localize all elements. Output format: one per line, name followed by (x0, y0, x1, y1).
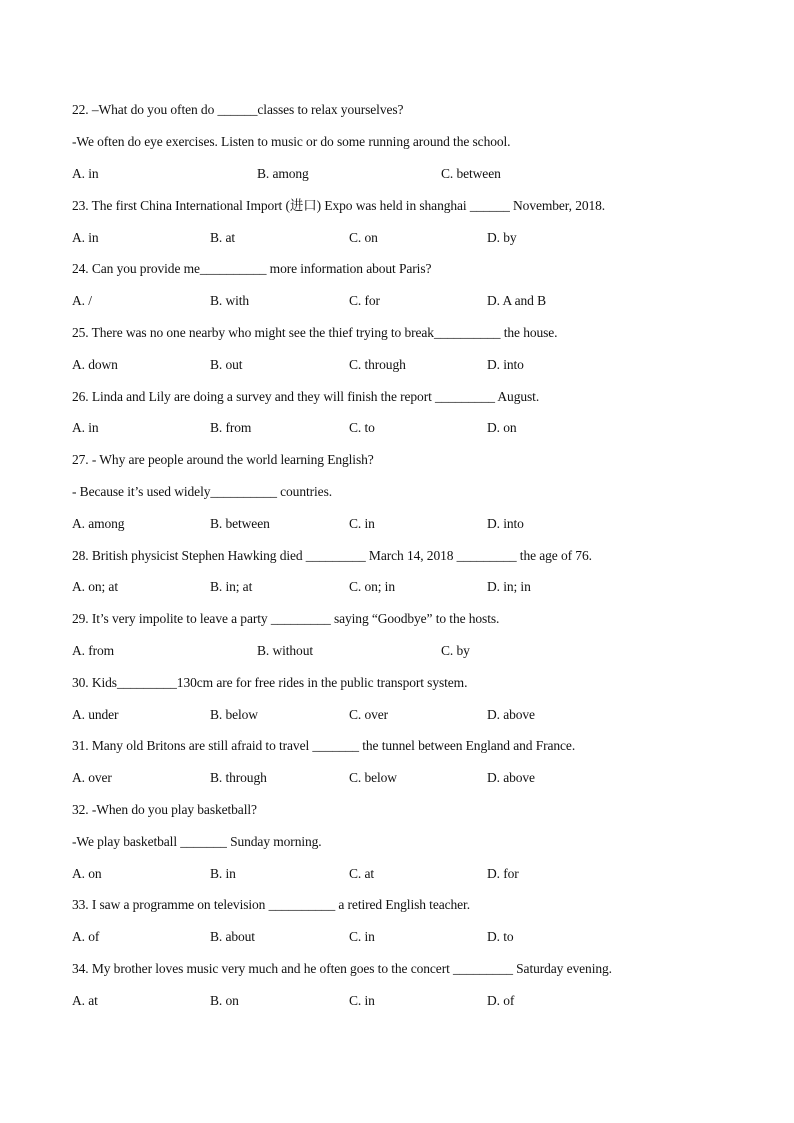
q31-option-b: B. through (210, 770, 267, 785)
q24-option-d: D. A and B (487, 293, 547, 308)
q32-stem: 32. -When do you play basketball? (72, 802, 257, 817)
q29-stem: 29. It’s very impolite to leave a party _________ saying “Goodbye” to the hosts. (72, 611, 500, 626)
q33-option-c: C. in (349, 929, 375, 944)
q25-option-a: A. down (72, 357, 118, 372)
q26-option-c: C. to (349, 420, 375, 435)
q31-stem: 31. Many old Britons are still afraid to travel _______ the tunnel between England and France. (72, 738, 576, 753)
q23-option-c: C. on (349, 230, 378, 245)
q26-option-a: A. in (72, 420, 99, 435)
q33-option-b: B. about (210, 929, 255, 944)
q31-option-c: C. below (349, 770, 397, 785)
q25-option-b: B. out (210, 357, 243, 372)
q24-stem: 24. Can you provide me__________ more information about Paris? (72, 261, 432, 276)
q27-answer-line: - Because it’s used widely__________ countries. (72, 484, 333, 499)
q27-option-a: A. among (72, 516, 125, 531)
q26-option-b: B. from (210, 420, 252, 435)
q25-option-c: C. through (349, 357, 406, 372)
q32-option-c: C. at (349, 866, 374, 881)
q34-option-c: C. in (349, 993, 375, 1008)
q28-stem: 28. British physicist Stephen Hawking died _________ March 14, 2018 _________ the age of 76. (72, 548, 592, 563)
q26-option-d: D. on (487, 420, 517, 435)
q22-stem: 22. –What do you often do ______classes to relax yourselves? (72, 102, 404, 117)
q32-option-b: B. in (210, 866, 236, 881)
q31-option-d: D. above (487, 770, 535, 785)
q31-option-a: A. over (72, 770, 112, 785)
q22-answer-line: -We often do eye exercises. Listen to music or do some running around the school. (72, 134, 511, 149)
q27-option-d: D. into (487, 516, 524, 531)
q32-answer-line: -We play basketball _______ Sunday morning. (72, 834, 322, 849)
q23-option-d: D. by (487, 230, 517, 245)
q33-option-a: A. of (72, 929, 100, 944)
q23-option-b: B. at (210, 230, 235, 245)
q27-option-b: B. between (210, 516, 270, 531)
q32-option-d: D. for (487, 866, 519, 881)
q30-option-c: C. over (349, 707, 389, 722)
q25-option-d: D. into (487, 357, 524, 372)
q26-stem: 26. Linda and Lily are doing a survey and they will finish the report _________ August. (72, 389, 540, 404)
q30-stem: 30. Kids_________130cm are for free rides in the public transport system. (72, 675, 468, 690)
q23-stem: 23. The first China International Import (进口) Expo was held in shanghai ______ November, 2018. (72, 198, 606, 213)
q29-option-a: A. from (72, 643, 115, 658)
q22-option-c: C. between (441, 166, 501, 181)
q33-option-d: D. to (487, 929, 514, 944)
q25-stem: 25. There was no one nearby who might see the thief trying to break__________ the house. (72, 325, 558, 340)
q32-option-a: A. on (72, 866, 102, 881)
q28-option-d: D. in; in (487, 579, 531, 594)
q30-option-a: A. under (72, 707, 119, 722)
q30-option-d: D. above (487, 707, 535, 722)
q24-option-b: B. with (210, 293, 250, 308)
q30-option-b: B. below (210, 707, 258, 722)
q28-option-c: C. on; in (349, 579, 395, 594)
q27-option-c: C. in (349, 516, 375, 531)
q29-option-c: C. by (441, 643, 470, 658)
q28-option-b: B. in; at (210, 579, 253, 594)
q23-option-a: A. in (72, 230, 99, 245)
q28-option-a: A. on; at (72, 579, 118, 594)
q33-stem: 33. I saw a programme on television __________ a retired English teacher. (72, 897, 470, 912)
q34-option-a: A. at (72, 993, 98, 1008)
q34-stem: 34. My brother loves music very much and he often goes to the concert _________ Saturday evening. (72, 961, 612, 976)
q34-option-d: D. of (487, 993, 515, 1008)
q22-option-a: A. in (72, 166, 99, 181)
q27-stem: 27. - Why are people around the world learning English? (72, 452, 374, 467)
q24-option-a: A. / (72, 293, 92, 308)
q29-option-b: B. without (257, 643, 314, 658)
q22-option-b: B. among (257, 166, 309, 181)
q24-option-c: C. for (349, 293, 380, 308)
q34-option-b: B. on (210, 993, 239, 1008)
